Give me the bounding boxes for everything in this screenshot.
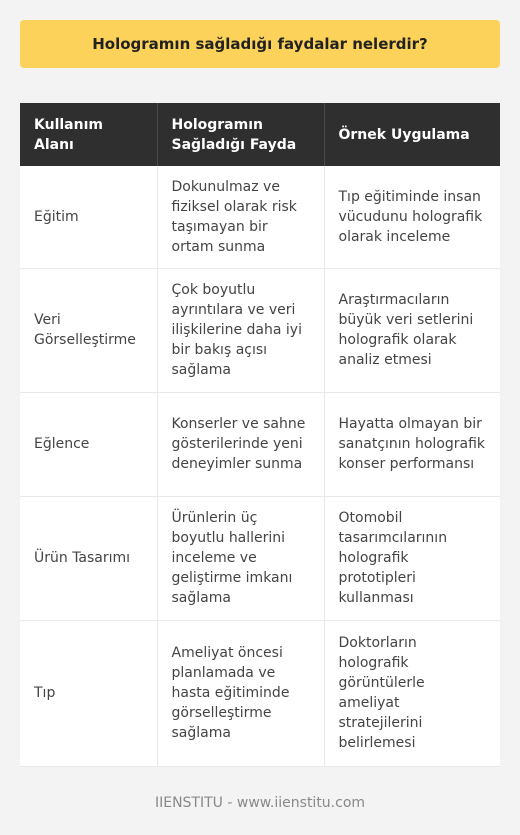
table-cell-benefit: Ameliyat öncesi planlamada ve hasta eğitiminde görselleştirme sağlama: [157, 620, 324, 766]
column-header-usage-area: Kullanım Alanı: [20, 103, 157, 166]
column-header-benefit: Hologramın Sağladığı Fayda: [157, 103, 324, 166]
table-cell-example: Otomobil tasarımcılarının holografik prototipleri kullanması: [324, 496, 500, 620]
benefits-table: [20, 103, 500, 767]
table-cell-usage-area: Ürün Tasarımı: [20, 496, 157, 620]
table-cell-example: Araştırmacıların büyük veri setlerini holografik olarak analiz etmesi: [324, 268, 500, 392]
table-cell-benefit: Dokunulmaz ve fiziksel olarak risk taşımayan bir ortam sunma: [157, 166, 324, 268]
table-cell-benefit: Çok boyutlu ayrıntılara ve veri ilişkilerine daha iyi bir bakış açısı sağlama: [157, 268, 324, 392]
table-row: [20, 268, 500, 392]
table-row: [20, 620, 500, 766]
table-cell-example: Hayatta olmayan bir sanatçının holografik konser performansı: [324, 392, 500, 496]
table-header-row: [20, 103, 500, 166]
table-row: [20, 166, 500, 268]
table-cell-usage-area: Eğitim: [20, 166, 157, 268]
page-title: Hologramın sağladığı faydalar nelerdir?: [20, 20, 500, 68]
table-cell-example: Doktorların holografik görüntülerle ameliyat stratejilerini belirlemesi: [324, 620, 500, 766]
table-cell-usage-area: Eğlence: [20, 392, 157, 496]
column-header-example: Örnek Uygulama: [324, 103, 500, 166]
table-row: [20, 496, 500, 620]
table-cell-usage-area: Veri Görselleştirme: [20, 268, 157, 392]
table-cell-example: Tıp eğitiminde insan vücudunu holografik olarak inceleme: [324, 166, 500, 268]
table-cell-usage-area: Tıp: [20, 620, 157, 766]
table-cell-benefit: Konserler ve sahne gösterilerinde yeni deneyimler sunma: [157, 392, 324, 496]
footer-credit: IIENSTITU - www.iienstitu.com: [154, 795, 366, 811]
table-cell-benefit: Ürünlerin üç boyutlu hallerini inceleme ve geliştirme imkanı sağlama: [157, 496, 324, 620]
table-row: [20, 392, 500, 496]
